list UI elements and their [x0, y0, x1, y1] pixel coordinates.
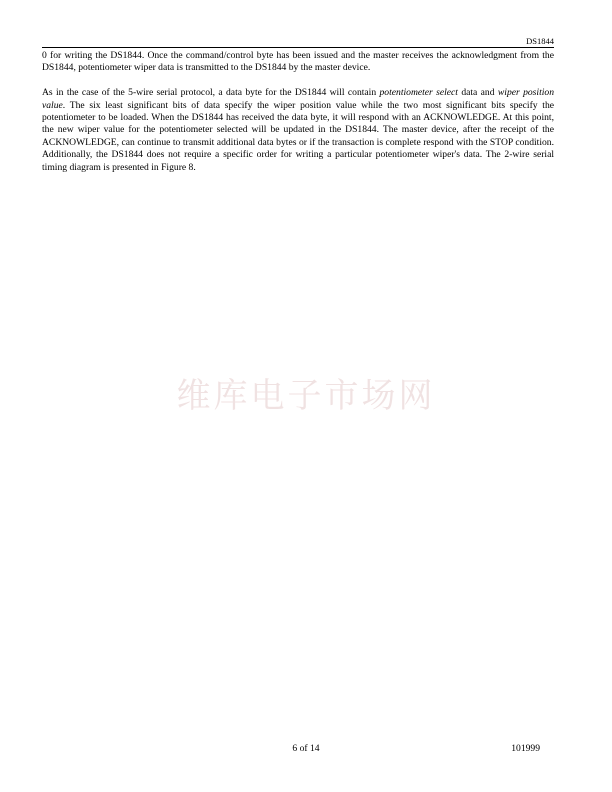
watermark: 维库电子市场网 [176, 376, 436, 416]
italic-term-wiper-position-value: wiper position value [42, 87, 554, 111]
header-rule [42, 47, 554, 48]
paragraph-2-text-2: data and [457, 87, 498, 99]
italic-term-potentiometer-select: potentiometer select [379, 87, 458, 99]
document-body [42, 50, 554, 174]
paragraph-2-text-1: As in the case of the 5-wire serial protocol, a data byte for the DS1844 will contain [42, 87, 380, 99]
page-number: 6 of 14 [292, 743, 320, 754]
body-paragraph-1: 0 for writing the DS1844. Once the command/control byte has been issued and the master receives the acknowledgment from the DS1844, potentiometer wiper data is transmitted to the DS1844 by the master device. [42, 50, 554, 74]
paragraph-2-text-3: . The six least significant bits of data specify the wiper position value while the two most significant bits specify the potentiometer to be loaded. When the DS1844 has received the data byte, it will respond with an ACKNOWLEDGE. At this point, the new wiper value for the potentiometer selected will be updated in the DS1844. The master device, after the receipt of the ACKNOWLEDGE, can continue to transmit additional data bytes or if the transaction is complete respond with the STOP condition. Additionally, the DS1844 does not require a specific order for writing a particular potentiometer wiper's data. The 2-wire serial timing diagram is presented in Figure 8. [42, 99, 554, 173]
body-paragraph-2 [42, 87, 554, 174]
document-header-title: DS1844 [526, 36, 554, 46]
document-code: 101999 [511, 743, 540, 754]
